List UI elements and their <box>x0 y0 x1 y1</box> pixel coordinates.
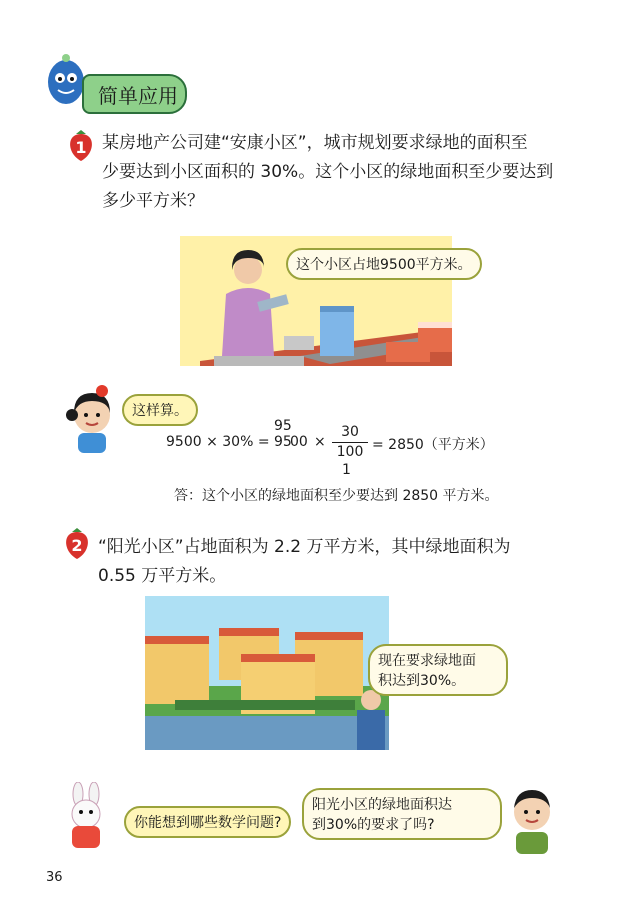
boy-icon <box>506 784 558 856</box>
problem-2-line: “阳光小区”占地面积为 2.2 万平方米，其中绿地面积为 <box>98 537 511 557</box>
svg-text:2: 2 <box>71 536 83 555</box>
svg-text:1: 1 <box>75 138 87 157</box>
rabbit-icon <box>58 782 114 854</box>
man-bubble-line: 现在要求绿地面 <box>378 653 476 669</box>
page-number: 36 <box>46 870 63 885</box>
fraction-denominator: 100 <box>336 444 364 460</box>
calc-result: = 2850（平方米） <box>372 437 494 453</box>
problem-2-line: 0.55 万平方米。 <box>98 566 227 586</box>
housing-illustration <box>145 596 389 750</box>
calculation <box>166 420 526 480</box>
boy-bubble-line: 阳光小区的绿地面积达 <box>312 797 452 813</box>
problem-1-line: 多少平方米？ <box>102 191 204 211</box>
girl-icon <box>64 385 120 455</box>
calc-left: 9500 × 30% = 95 <box>166 434 292 450</box>
problem-1-line: 少要达到小区面积的 30%。这个小区的绿地面积至少要达到 <box>102 162 554 182</box>
speech-bubble: 这个小区占地9500平方米。 <box>286 248 482 280</box>
boy-bubble-line: 到30%的要求了吗? <box>312 817 435 833</box>
problem-1-badge <box>66 130 96 160</box>
girl-speech-bubble: 这样算。 <box>122 394 198 426</box>
fraction-bar <box>332 442 368 443</box>
cancel-digits: 00 <box>290 434 308 450</box>
boy-speech-bubble <box>302 788 502 840</box>
cancel-top: 95 <box>274 418 292 434</box>
answer-text: 答：这个小区的绿地面积至少要达到 2850 平方米。 <box>174 488 499 504</box>
section-title: 简单应用 <box>82 74 187 114</box>
man-bubble-line: 积达到30%。 <box>378 673 466 689</box>
problem-2-badge <box>62 528 92 558</box>
cancel-bottom: 1 <box>342 462 351 478</box>
man-speech-bubble <box>368 644 508 696</box>
problem-1-text <box>102 129 602 216</box>
times-sign: × <box>314 434 326 450</box>
problem-2-text <box>98 533 608 591</box>
fraction-numerator: 30 <box>341 424 359 440</box>
rabbit-speech-bubble: 你能想到哪些数学问题? <box>124 806 291 838</box>
problem-1-line: 某房地产公司建“安康小区”，城市规划要求绿地的面积至 <box>102 133 528 153</box>
